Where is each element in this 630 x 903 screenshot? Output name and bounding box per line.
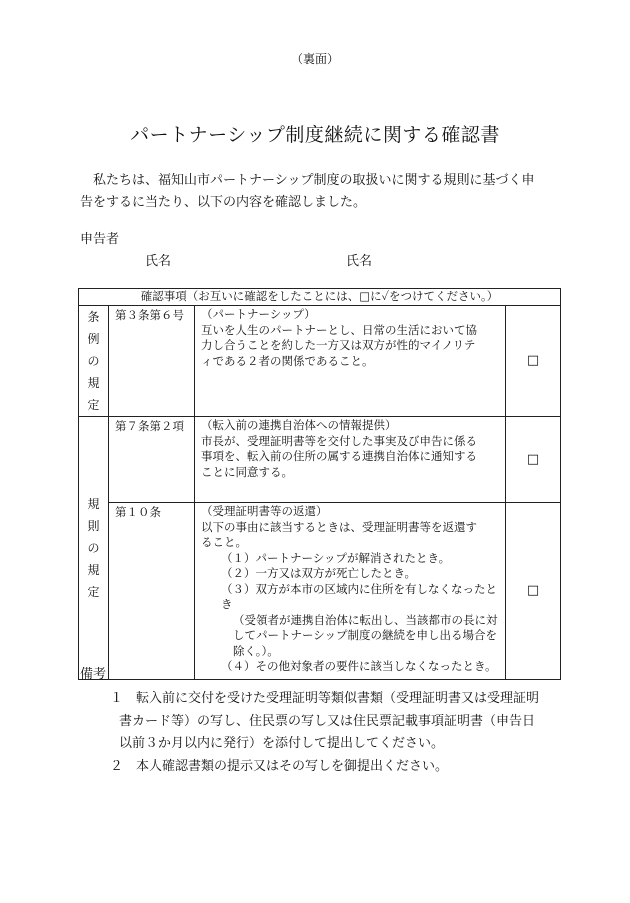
table-row xyxy=(79,503,561,680)
row-content: （パートナーシップ） 互いを人生のパートナーとし、日常の生活において協 力し合うことを約した一方又は双方が性的マイノリテ ィである２者の関係であること。 xyxy=(195,306,506,417)
row-content: （転入前の連携自治体への情報提供） 市長が、受理証明書等を交付した事実及び申告に係る 事項を、転入前の住所の属する連携自治体に通知する ことに同意する。 xyxy=(195,417,506,503)
table-header-row xyxy=(79,289,561,306)
table-header: 確認事項（お互いに確認をしたことには、□に✓をつけてください。） xyxy=(79,289,561,306)
list-item: （２）一方又は双方が死亡したとき。 xyxy=(221,566,417,580)
list-item: （４）その他対象者の要件に該当しなくなったとき。 xyxy=(221,659,497,673)
confirm-checkbox[interactable]: □ xyxy=(506,417,561,503)
intro-paragraph xyxy=(80,170,560,214)
intro-line-1: 私たちは、福知山市パートナーシップ制度の取扱いに関する規則に基づく申 xyxy=(80,173,535,188)
row-heading: （パートナーシップ） xyxy=(201,307,316,321)
name-label-1: 氏名 xyxy=(145,254,172,269)
confirm-checkbox[interactable]: □ xyxy=(506,503,561,680)
category-ordinance: 条 例 の 規 定 xyxy=(79,306,109,417)
article-label: 第１０条 xyxy=(109,503,195,680)
row-heading: （転入前の連携自治体への情報提供） xyxy=(201,418,397,432)
list-item: （１）パートナーシップが解消されたとき。 xyxy=(221,550,451,565)
name-label-2: 氏名 xyxy=(346,254,373,269)
notes-item-1: １ 転入前に交付を受けた受理証明等類似書類（受理証明書又は受理証明 書カード等）の写し、住民票の写し又は住民票記載事項証明書（申告日 以前３か月以内に発行）を添付して提出してください。 xyxy=(110,691,540,751)
list-item: （３）双方が本市の区域内に住所を有しなくなったとき xyxy=(221,581,497,611)
row-heading: （受理証明書等の返還） xyxy=(201,504,328,518)
intro-line-2: 告をするに当たり、以下の内容を確認しました。 xyxy=(80,195,367,210)
notes-item-2: ２ 本人確認書類の提示又はその写しを御提出ください。 xyxy=(110,759,449,774)
document-title: パートナーシップ制度継続に関する確認書 xyxy=(130,124,500,146)
article-label: 第３条第６号 xyxy=(109,306,195,417)
applicant-label: 申告者 xyxy=(80,232,120,247)
row-content: （受理証明書等の返還） 以下の事由に該当するときは、受理証明書等を返還す ること。 （１）パートナーシップが解消されたとき。 （２）一方又は双方が死亡したとき。 （３）双方が本市の区域内に住所を有しなくなったとき （受領者が連携自治体に転出し、当該都市の長に対 してパートナーシップ制度の継続を申し出る場合を 除く。）。 （４）その他対象者の要件に該当しなくなったとき。 xyxy=(195,503,506,680)
side-label: （裏面） xyxy=(290,52,339,66)
confirmation-table xyxy=(78,288,561,680)
confirm-checkbox[interactable]: □ xyxy=(506,306,561,417)
notes-label: 備考 xyxy=(80,667,107,682)
article-label: 第７条第２項 xyxy=(109,417,195,503)
table-row xyxy=(79,417,561,503)
category-regulation: 規 則 の 規 定 xyxy=(79,417,109,680)
table-row xyxy=(79,306,561,417)
